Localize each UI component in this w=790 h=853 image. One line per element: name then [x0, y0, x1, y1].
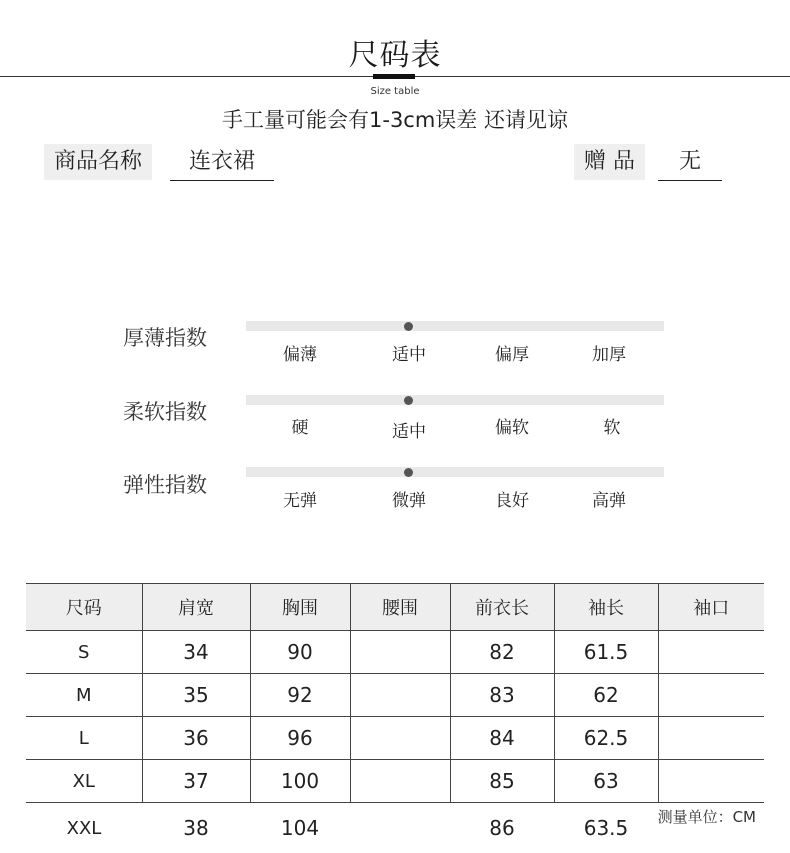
product-name-label: 商品名称 [44, 144, 152, 180]
cell-sleeve-length: 61.5 [554, 631, 658, 674]
column-header-sleeve-length: 袖长 [554, 584, 658, 631]
index-label: 弹性指数 [123, 469, 207, 499]
cell-front-length: 85 [450, 760, 554, 803]
cell-shoulder: 38 [142, 803, 250, 853]
index-track [246, 321, 664, 331]
column-header-front-length: 前衣长 [450, 584, 554, 631]
index-option-selected: 适中 [369, 417, 449, 442]
index-option: 无弹 [260, 486, 340, 511]
index-option: 硬 [260, 413, 340, 438]
cell-waist [350, 674, 450, 717]
index-marker-dot [404, 322, 413, 331]
index-option: 偏厚 [472, 340, 552, 365]
cell-cuff [658, 674, 764, 717]
cell-shoulder: 37 [142, 760, 250, 803]
table-row [26, 717, 764, 760]
index-option: 高弹 [569, 486, 649, 511]
index-track [246, 467, 664, 477]
cell-cuff [658, 760, 764, 803]
index-label: 柔软指数 [123, 396, 207, 426]
index-track [246, 395, 664, 405]
gift-value: 无 [658, 143, 722, 181]
index-marker-dot [404, 468, 413, 477]
index-option: 软 [572, 413, 652, 438]
cell-shoulder: 34 [142, 631, 250, 674]
table-row [26, 674, 764, 717]
page-subtitle: Size table [0, 86, 790, 97]
cell-shoulder: 36 [142, 717, 250, 760]
cell-cuff [658, 717, 764, 760]
cell-waist [350, 760, 450, 803]
cell-sleeve-length: 63 [554, 760, 658, 803]
cell-chest: 104 [250, 803, 350, 853]
column-header-waist: 腰围 [350, 584, 450, 631]
cell-front-length: 83 [450, 674, 554, 717]
column-header-shoulder: 肩宽 [142, 584, 250, 631]
index-option: 偏薄 [260, 340, 340, 365]
cell-chest: 100 [250, 760, 350, 803]
cell-sleeve-length: 62 [554, 674, 658, 717]
cell-chest: 90 [250, 631, 350, 674]
index-option-selected: 微弹 [369, 486, 449, 511]
index-option: 偏软 [472, 413, 552, 438]
cell-chest: 96 [250, 717, 350, 760]
index-option: 良好 [472, 486, 552, 511]
cell-shoulder: 35 [142, 674, 250, 717]
column-header-chest: 胸围 [250, 584, 350, 631]
index-marker-dot [404, 396, 413, 405]
cell-size: M [26, 674, 142, 717]
index-option: 加厚 [569, 340, 649, 365]
cell-front-length: 86 [450, 803, 554, 853]
column-header-cuff: 袖口 [658, 584, 764, 631]
table-row [26, 760, 764, 803]
cell-waist [350, 717, 450, 760]
cell-chest: 92 [250, 674, 350, 717]
measurement-note: 手工量可能会有1-3cm误差 还请见谅 [0, 104, 790, 134]
table-row [26, 631, 764, 674]
table-row [26, 803, 764, 853]
gift-label: 赠 品 [574, 144, 645, 180]
cell-sleeve-length: 63.5 [554, 803, 658, 853]
size-table [26, 583, 764, 853]
index-label: 厚薄指数 [123, 322, 207, 352]
cell-front-length: 82 [450, 631, 554, 674]
measurement-unit-note: 测量单位：CM [658, 806, 756, 827]
cell-size: XXL [26, 803, 142, 853]
index-option-selected: 适中 [369, 340, 449, 365]
cell-cuff [658, 631, 764, 674]
table-header-row [26, 584, 764, 631]
cell-size: S [26, 631, 142, 674]
product-name-value: 连衣裙 [170, 143, 274, 181]
cell-front-length: 84 [450, 717, 554, 760]
cell-size: XL [26, 760, 142, 803]
cell-waist [350, 803, 450, 853]
page-title: 尺码表 [0, 30, 790, 74]
title-accent-bar [373, 74, 415, 79]
cell-size: L [26, 717, 142, 760]
cell-sleeve-length: 62.5 [554, 717, 658, 760]
column-header-size: 尺码 [26, 584, 142, 631]
cell-waist [350, 631, 450, 674]
